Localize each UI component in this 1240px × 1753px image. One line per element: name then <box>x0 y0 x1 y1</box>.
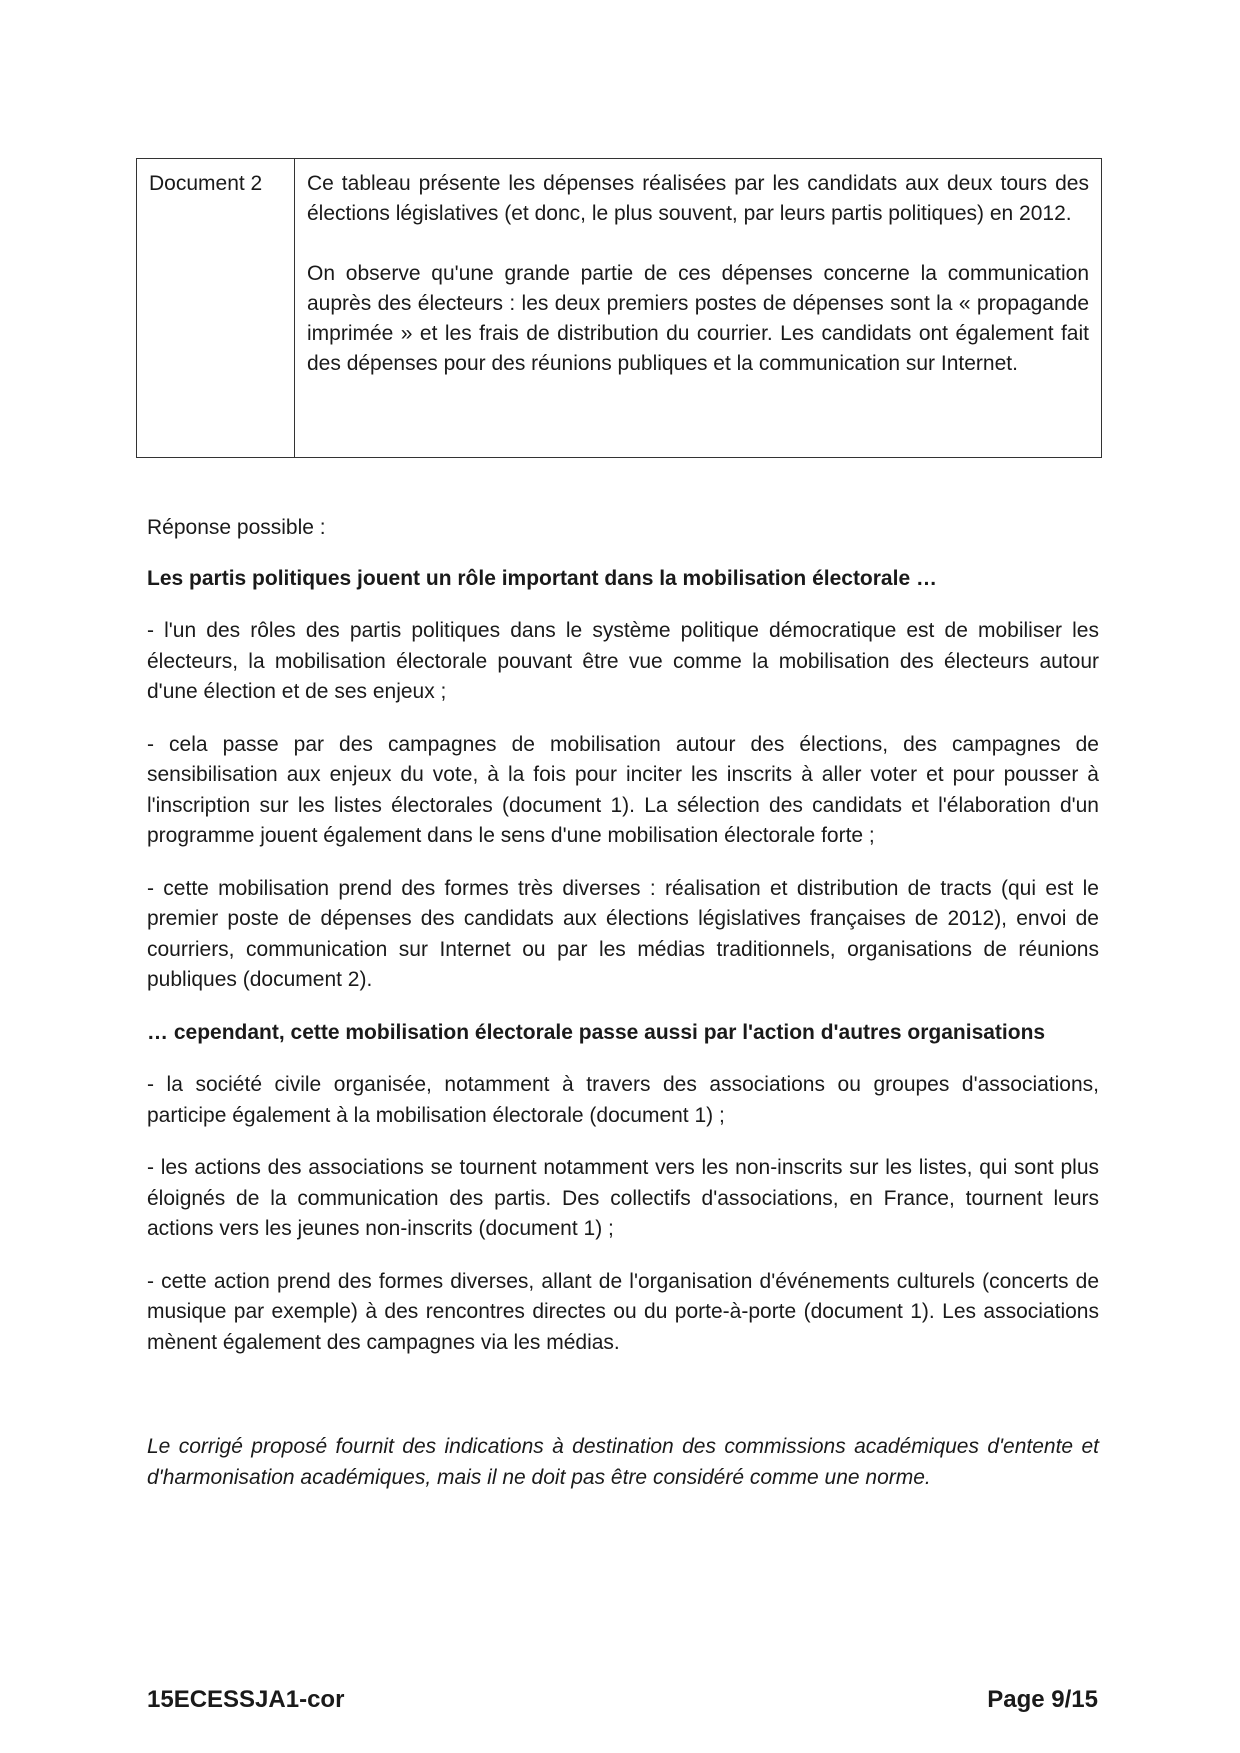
answer-heading-1: Les partis politiques jouent un rôle important dans la mobilisation électorale … <box>147 566 937 590</box>
disclaimer-note: Le corrigé proposé fournit des indications à destination des commissions académiques d'entente et d'harmonisation académiques, mais il ne doit pas être considéré comme une norme. <box>147 1435 1099 1489</box>
footer-document-code: 15ECESSJA1-cor <box>147 1686 345 1713</box>
answer-intro: Réponse possible : <box>147 516 326 539</box>
answer-paragraph: - cela passe par des campagnes de mobilisation autour des élections, des campagnes de sensibilisation aux enjeux du vote, à la fois pour inciter les inscrits à aller voter et pour pousser à l'inscription sur les listes électorales (document 1). La sélection des candidats et l'élaboration d'un programme jouent également dans le sens d'une mobilisation électorale forte ; <box>147 732 1099 847</box>
answer-paragraph: - les actions des associations se tournent notamment vers les non-inscrits sur les listes, qui sont plus éloignés de la communication des partis. Des collectifs d'associations, en France, tournent leurs actions vers les jeunes non-inscrits (document 1) ; <box>147 1156 1099 1240</box>
answer-paragraph: - cette action prend des formes diverses, allant de l'organisation d'événements culturels (concerts de musique par exemple) à des rencontres directes ou du porte-à-porte (document 1). Les associations mènent également des campagnes via les médias. <box>147 1269 1099 1354</box>
answer-heading-2: … cependant, cette mobilisation électorale passe aussi par l'action d'autres organisations <box>147 1020 1046 1044</box>
answer-section <box>147 513 1099 1515</box>
document-description-paragraph: On observe qu'une grande partie de ces dépenses concerne la communication auprès des électeurs : les deux premiers postes de dépenses sont la « propagande imprimée » et les frais de distribution du courrier. Les candidats ont également fait des dépenses pour des réunions publiques et la communication sur Internet. <box>307 262 1089 375</box>
document-description <box>295 159 1101 457</box>
answer-paragraph: - cette mobilisation prend des formes très diverses : réalisation et distribution de tracts (qui est le premier poste de dépenses des candidats aux élections législatives françaises de 2012), envoi de courriers, communication sur Internet ou par les médias traditionnels, organisations de réunions publiques (document 2). <box>147 876 1099 991</box>
answer-paragraph: - la société civile organisée, notamment à travers des associations ou groupes d'associations, participe également à la mobilisation électorale (document 1) ; <box>147 1073 1099 1127</box>
footer-page-number: Page 9/15 <box>987 1686 1098 1713</box>
document-label: Document 2 <box>137 159 295 457</box>
answer-paragraph: - l'un des rôles des partis politiques dans le système politique démocratique est de mobiliser les électeurs, la mobilisation électorale pouvant être vue comme la mobilisation des électeurs autour d'une élection et de ses enjeux ; <box>147 619 1099 703</box>
document-description-paragraph: Ce tableau présente les dépenses réalisées par les candidats aux deux tours des élections législatives (et donc, le plus souvent, par leurs partis politiques) en 2012. <box>307 172 1089 225</box>
document-table <box>136 158 1102 458</box>
